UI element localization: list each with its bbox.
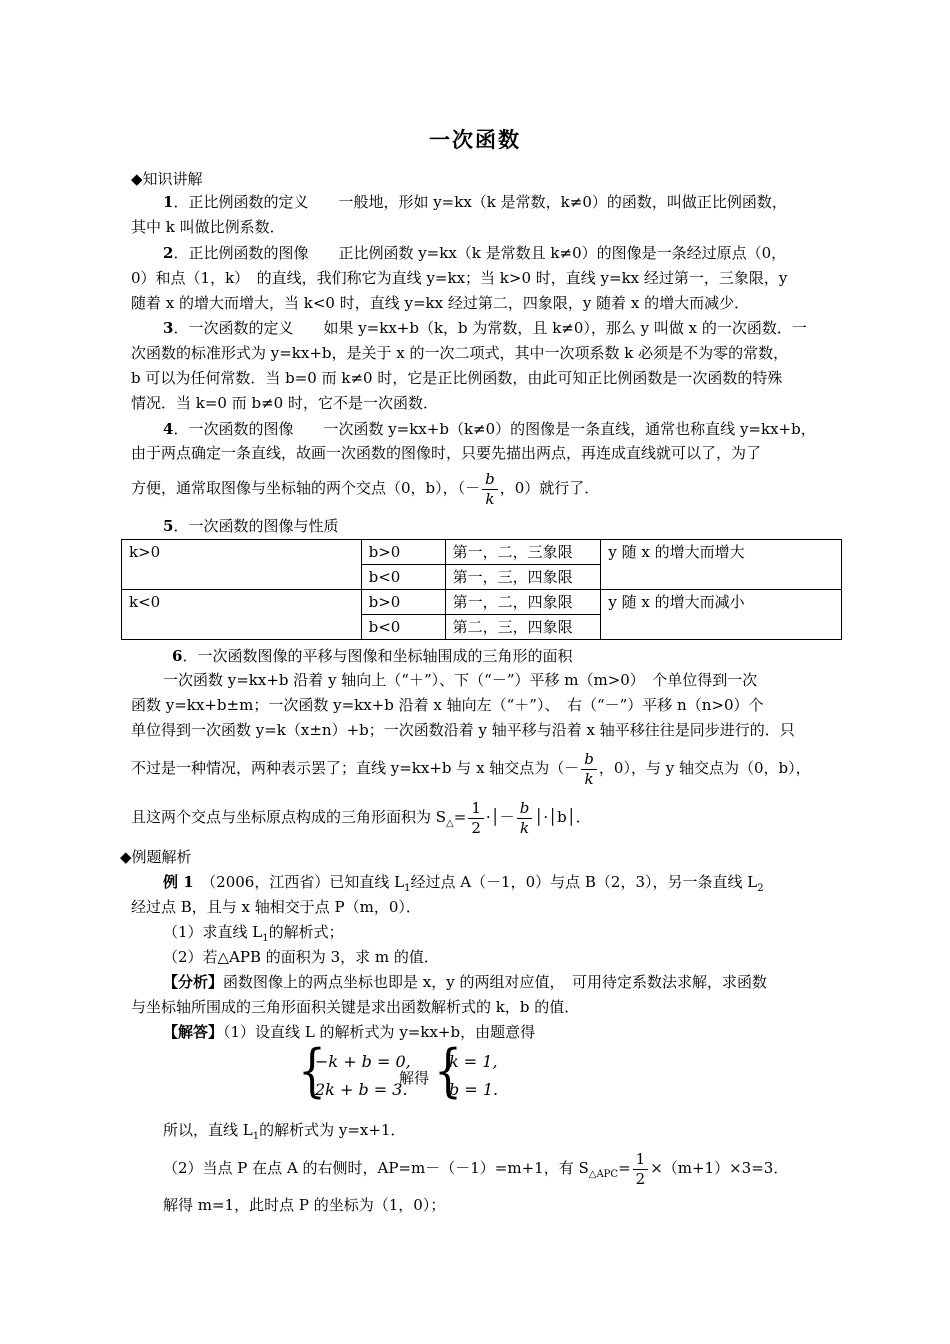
item-number: 1 [163,193,174,211]
table-cell-k: k>0 [122,540,362,590]
paragraph-6-line-1: 一次函数 y=kx+b 沿着 y 轴向上（“＋”）、下（“－”）平移 m（m>0） 个单位得到一次 [163,671,758,689]
section-heading-examples: ◆例题解析 [120,848,192,866]
paragraph-text: ·│－ [485,808,515,826]
paragraph-text: （1）设直线 L 的解析式为 y=kx+b，由题意得 [223,1023,536,1041]
paragraph-1-line-2: 其中 k 叫做比例系数． [131,218,285,236]
paragraph-6-heading [172,645,882,667]
fraction-denominator: k [485,489,495,508]
subscript: 1 [404,883,411,894]
function-properties-table [121,539,842,640]
table-cell-k: k<0 [122,590,362,640]
item-number: 5 [163,517,174,535]
paragraph-4-line-2: 由于两点确定一条直线，故画一次函数的图像时，只要先描出两点，再连成直线就可以了，为了 [131,444,762,462]
table-cell-b: b>0 [361,590,445,615]
left-brace: { [298,1038,326,1105]
paragraph-3-line-2: 次函数的标准形式为 y=kx+b，是关于 x 的一次二项式，其中一次项系数 k 必须是不为零的常数， [131,344,789,362]
table-cell-quadrants: 第一，二，三象限 [445,540,601,565]
item-number: 6 [172,647,183,665]
paragraph-3-line-4: 情况．当 k=0 而 b≠0 时，它不是一次函数． [131,394,438,412]
paragraph-text: （2）当点 P 在点 A 的右侧时，AP=m－（－1）=m+1，有 S [163,1159,589,1177]
table-cell-b: b<0 [361,615,445,640]
paragraph-2-line-1 [163,242,841,264]
table-cell-quadrants: 第二，三，四象限 [445,615,601,640]
paragraph-6-line-4 [131,746,841,790]
paragraph-text: ．一次函数的图像 一次函数 y=kx+b（k≠0）的图像是一条直线，通常也称直线 y=kx+b， [173,420,816,438]
answer-tag: 【解答】 [163,1023,224,1041]
fraction-b-over-k [581,750,597,789]
fraction-numerator: b [581,750,597,770]
table-cell-trend: y 随 x 的增大而减小 [601,590,842,640]
analysis-line-1 [163,971,841,993]
item-number: 3 [163,319,174,337]
answer-conclusion [163,1119,841,1148]
solve-label: 解得 [399,1069,430,1087]
paragraph-text: （2006，江西省）已知直线 L [193,873,405,891]
fraction-b-over-k [517,799,533,838]
paragraph-text: │·│b│． [534,808,591,826]
example-1-question-2: （2）若△APB 的面积为 3，求 m 的值． [163,948,439,966]
equation-2: 2k + b = 3. [315,1080,408,1099]
fraction-denominator: k [584,769,594,788]
subscript: △APC [588,1169,619,1180]
paragraph-6-line-2: 函数 y=kx+b±m；一次函数 y=kx+b 沿着 x 轴向左（“＋”）、 右（“－”）平移 n（n>0）个 [131,696,764,714]
subscript: 1 [262,933,269,944]
table-row [122,540,842,565]
table-cell-trend: y 随 x 的增大而增大 [601,540,842,590]
paragraph-text: ×（m+1）×3=3． [650,1159,789,1177]
paragraph-text: ．正比例函数的图像 正比例函数 y=kx（k 是常数且 k≠0）的图像是一条经过原点（0， [173,244,787,262]
item-number: 2 [163,244,174,262]
paragraph-text: ，0），与 y 轴交点为（0，b）， [598,759,811,777]
paragraph-5-heading [163,515,841,537]
paragraph-4-line-3 [131,466,841,510]
fraction-numerator: 1 [468,799,484,819]
analysis-line-2: 与坐标轴所围成的三角形面积关键是求出函数解析式的 k，b 的值． [131,998,580,1016]
section-heading-knowledge: ◆知识讲解 [131,170,203,188]
paragraph-text: 的解析式为 y=x+1． [259,1121,406,1139]
fraction-denominator: 2 [471,818,481,837]
paragraph-text: 经过点 A（－1，0）与点 B（2，3），另一条直线 L [410,873,758,891]
paragraph-text: ．一次函数图像的平移与图像和坐标轴围成的三角形的面积 [182,647,573,665]
analysis-tag: 【分析】 [163,973,224,991]
paragraph-4-line-1 [163,418,841,440]
paragraph-1-line-1 [163,191,841,213]
equation-system [298,1038,538,1108]
table-cell-b: b<0 [361,565,445,590]
paragraph-text: 函数图像上的两点坐标也即是 x，y 的两组对应值， 可用待定系数法求解，求函数 [223,973,767,991]
fraction-b-over-k [482,470,498,509]
equation-1: −k + b = 0, [315,1052,411,1071]
fraction-numerator: b [517,799,533,819]
solution-1: k = 1, [449,1052,498,1071]
fraction-numerator: b [482,470,498,490]
paragraph-text: ．一次函数的定义 如果 y=kx+b（k，b 为常数，且 k≠0），那么 y 叫做 x 的一次函数．一 [173,319,807,337]
paragraph-text: 所以，直线 L [163,1121,253,1139]
paragraph-6-line-5 [131,795,841,846]
paragraph-text: ，0）就行了． [499,479,600,497]
fraction-numerator: 1 [633,1150,649,1170]
fraction-denominator: 2 [635,1169,646,1188]
paragraph-6-line-3: 单位得到一次函数 y=k（x±n）+b；一次函数沿着 y 轴平移与沿着 x 轴平移往往是同步进行的．只 [131,721,795,739]
left-brace: { [434,1038,462,1105]
page-title: 一次函数 [429,128,521,152]
paragraph-text: ．正比例函数的定义 一般地，形如 y=kx（k 是常数，k≠0）的函数，叫做正比例函数， [173,193,787,211]
subscript: 2 [757,883,764,894]
example-1-line-2: 经过点 B，且与 x 轴相交于点 P（m，0）． [131,898,421,916]
solution-2: b = 1. [449,1080,499,1099]
equals-sign: = [618,1159,631,1177]
paragraph-text: 不过是一种情况，两种表示罢了；直线 y=kx+b 与 x 轴交点为（－ [131,759,580,777]
table-cell-quadrants: 第一，二，四象限 [445,590,601,615]
answer-result: 解得 m=1，此时点 P 的坐标为（1，0）； [163,1196,446,1214]
table-row [122,590,842,615]
paragraph-text: 且这两个交点与坐标原点构成的三角形面积为 S [131,808,447,826]
paragraph-text: 方便，通常取图像与坐标轴的两个交点（0，b），（－ [131,479,481,497]
paragraph-3-line-1 [163,317,841,339]
table-cell-b: b>0 [361,540,445,565]
subscript: △ [446,818,454,829]
equals-sign: = [453,808,467,826]
example-label: 例 1 [163,873,194,891]
paragraph-text: （1）求直线 L [163,923,263,941]
fraction-denominator: k [519,818,530,837]
paragraph-text: ．一次函数的图像与性质 [173,517,339,535]
paragraph-text: 的解析式； [268,923,344,941]
answer-case-2 [163,1146,841,1197]
item-number: 4 [163,420,174,438]
answer-line-1 [163,1021,841,1043]
paragraph-2-line-3: 随着 x 的增大而增大，当 k<0 时，直线 y=kx 经过第二，四象限，y 随着 x 的增大而减少． [131,294,750,312]
subscript: 1 [252,1131,260,1142]
paragraph-3-line-3: b 可以为任何常数．当 b=0 而 k≠0 时，它是正比例函数，由此可知正比例函数是一次函数的特殊 [131,369,783,387]
table-cell-quadrants: 第一，三，四象限 [445,565,601,590]
fraction-one-half [633,1150,649,1189]
fraction-one-half [468,799,484,838]
paragraph-2-line-2: 0）和点（1，k） 的直线，我们称它为直线 y=kx；当 k>0 时，直线 y=kx 经过第一，三象限，y [131,269,788,287]
